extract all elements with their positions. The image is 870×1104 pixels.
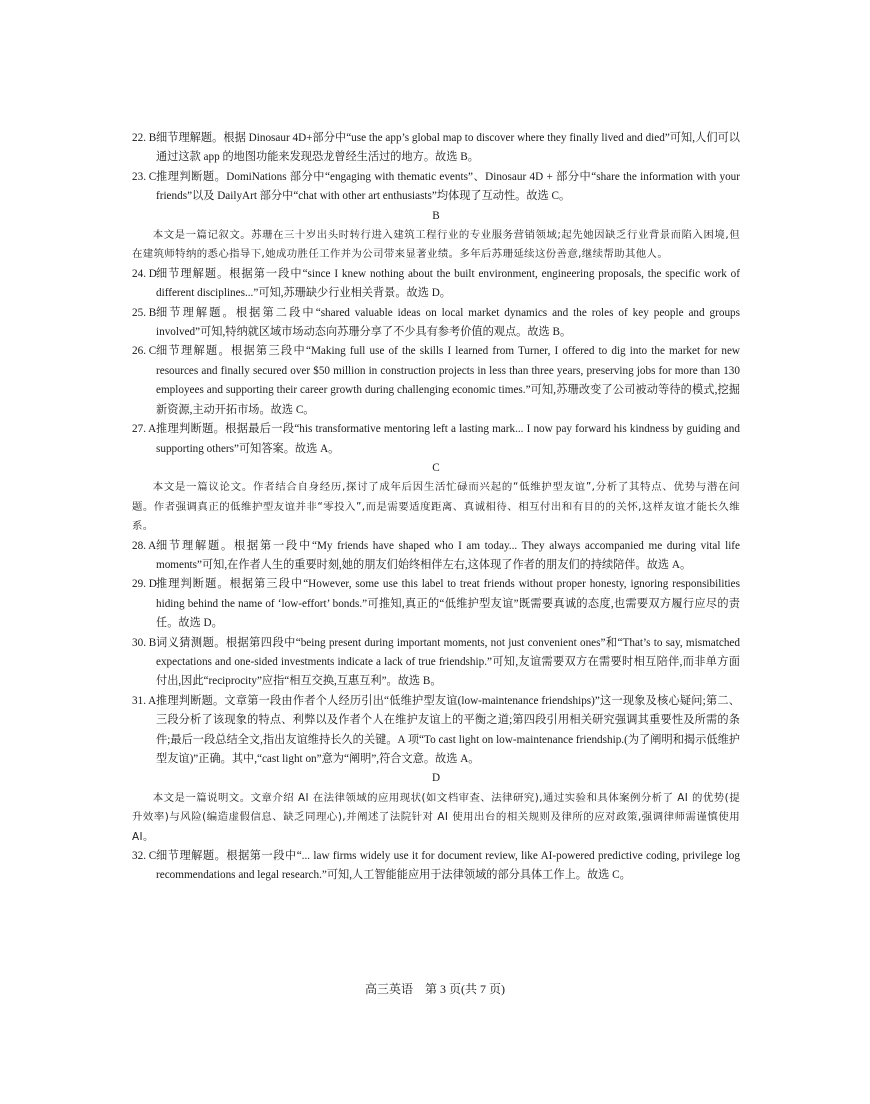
section-summary-c: 本文是一篇议论文。作者结合自身经历,探讨了成年后因生活忙碌而兴起的“低维护型友谊”,分析了其特点、优势与潜在问题。作者强调真正的低维护型友谊并非“零投入”,而是需要适度距离、真诚相待、相互付出和有目的的关怀,这样友谊才能长久维系。 — [132, 481, 740, 533]
answer-item-30 — [132, 634, 740, 692]
answer-item-27 — [132, 420, 740, 459]
section-heading-b: B — [432, 209, 440, 222]
section-summary-d: 本文是一篇说明文。文章介绍 AI 在法律领域的应用现状(如文档审查、法律研究),通过实验和具体案例分析了 AI 的优势(提升效率)与风险(编造虚假信息、缺乏同理心),并阐述了法院针对 AI 使用出台的相关规则及律所的应对政策,强调律师需谨慎使用 AI。 — [132, 791, 740, 843]
section-heading-c: C — [432, 461, 440, 474]
question-number: 26. C — [132, 345, 157, 358]
question-number: 32. C — [132, 850, 157, 863]
answer-item-28 — [132, 537, 740, 576]
section-heading-d: D — [431, 772, 441, 785]
question-number: 31. A — [132, 694, 157, 707]
question-number: 24. D — [132, 267, 157, 280]
explanation-text: 细节理解题。根据第三段中“Making full use of the skills I learned from Turner, I offered to dig into the market for new resources and finally secured over $50 million in construction projects in less than three years, preserving jobs for more than 130 employees and supporting their career growth during challenging economic times.”可知,苏珊改变了公司被动等待的模式,挖掘新资源,主动开拓市场。故选 C。 — [156, 345, 740, 416]
answer-item-24 — [132, 265, 740, 304]
explanation-text: 推理判断题。根据最后一段“his transformative mentoring left a lasting mark... I now pay forward his kindness by guiding and supporting others”可知答案。故选 A。 — [156, 423, 740, 455]
explanation-text: 细节理解题。根据第一段中“My friends have shaped who I am today... They always accompanied me during vital life moments”可知,在作者人生的重要时刻,她的朋友们始终相伴左右,这体现了作者的朋友们的持续陪伴。故选 A。 — [156, 539, 740, 571]
explanation-text: 细节理解题。根据 Dinosaur 4D+部分中“use the app’s global map to discover where they finally lived and died”可知,人们可以通过这款 app 的地图功能来发现恐龙曾经生活过的地方。故选 B。 — [156, 132, 740, 164]
question-number: 22. B — [132, 132, 157, 144]
question-number: 23. C — [132, 170, 157, 183]
page-footer: 高三英语 第 3 页(共 7 页) — [365, 982, 505, 996]
explanation-text: 推理判断题。根据第三段中“However, some use this label to treat friends without proper honesty, ignoring responsibilities hiding behind the name of ‘low-effort’ bonds.”可推知,真正的“低维护型友谊”既需要真诚的态度,也需要双方履行应尽的责任。故选 D。 — [156, 578, 740, 630]
answer-item-32 — [132, 847, 740, 886]
answer-item-25 — [132, 304, 740, 343]
question-number: 29. D — [132, 578, 157, 591]
explanation-text: 词义猜测题。根据第四段中“being present during important moments, not just convenient ones”和“That’s to say, mismatched expectations and one-sided investments indicate a lack of true friendship.”可知,友谊需要双方在需要时相互陪伴,而非单方面付出,因此“reciprocity”应指“相互交换,互惠互利”。故选 B。 — [156, 636, 740, 688]
answer-item-31 — [132, 692, 740, 770]
explanation-text: 细节理解题。根据第二段中“shared valuable ideas on local market dynamics and the roles of key people and groups involved”可知,特纳就区域市场动态向苏珊分享了不少具有参考价值的观点。故选 B。 — [156, 306, 740, 339]
answer-item-23 — [132, 168, 740, 207]
answer-item-29 — [132, 575, 740, 633]
question-number: 28. A — [132, 539, 157, 552]
question-number: 25. B — [132, 306, 157, 319]
explanation-text: 细节理解题。根据第一段中“since I knew nothing about the built environment, engineering proposals, the specific work of different disciplines...”可知,苏珊缺少行业相关背景。故选 D。 — [156, 267, 740, 300]
answer-item-22 — [132, 129, 740, 168]
question-number: 30. B — [132, 636, 157, 649]
answer-item-26 — [132, 342, 740, 420]
explanation-text: 推理判断题。DomiNations 部分中“engaging with thematic events”、Dinosaur 4D + 部分中“share the information with your friends”以及 DailyArt 部分中“chat with other art enthusiasts”均体现了互动性。故选 C。 — [156, 170, 740, 203]
section-summary-b: 本文是一篇记叙文。苏珊在三十岁出头时转行进入建筑工程行业的专业服务营销领域;起先她因缺乏行业背景而陷入困境,但在建筑师特纳的悉心指导下,她成功胜任工作并为公司带来显著业绩。多年后苏珊延续这份善意,继续帮助其他人。 — [132, 229, 740, 261]
question-number: 27. A — [132, 423, 157, 436]
answer-explanations — [132, 129, 740, 886]
explanation-text: 细节理解题。根据第一段中“... law firms widely use it for document review, like AI-powered predictive coding, privilege log recommendations and legal research.”可知,人工智能能应用于法律领域的部分具体工作上。故选 C。 — [156, 850, 740, 882]
explanation-text: 推理判断题。文章第一段由作者个人经历引出“低维护型友谊(low-maintenance friendships)”这一现象及核心疑问;第二、三段分析了该现象的特点、利弊以及作者个人在维护友谊上的平衡之道;第四段引用相关研究强调其重要性及所需的条件;最后一段总结全文,指出友谊维持长久的关键。A 项“To cast light on low-maintenance friendship.(为了阐明和揭示低维护型友谊)”正确。其中,“cast light on”意为“阐明”,符合文意。故选 A。 — [156, 694, 740, 765]
